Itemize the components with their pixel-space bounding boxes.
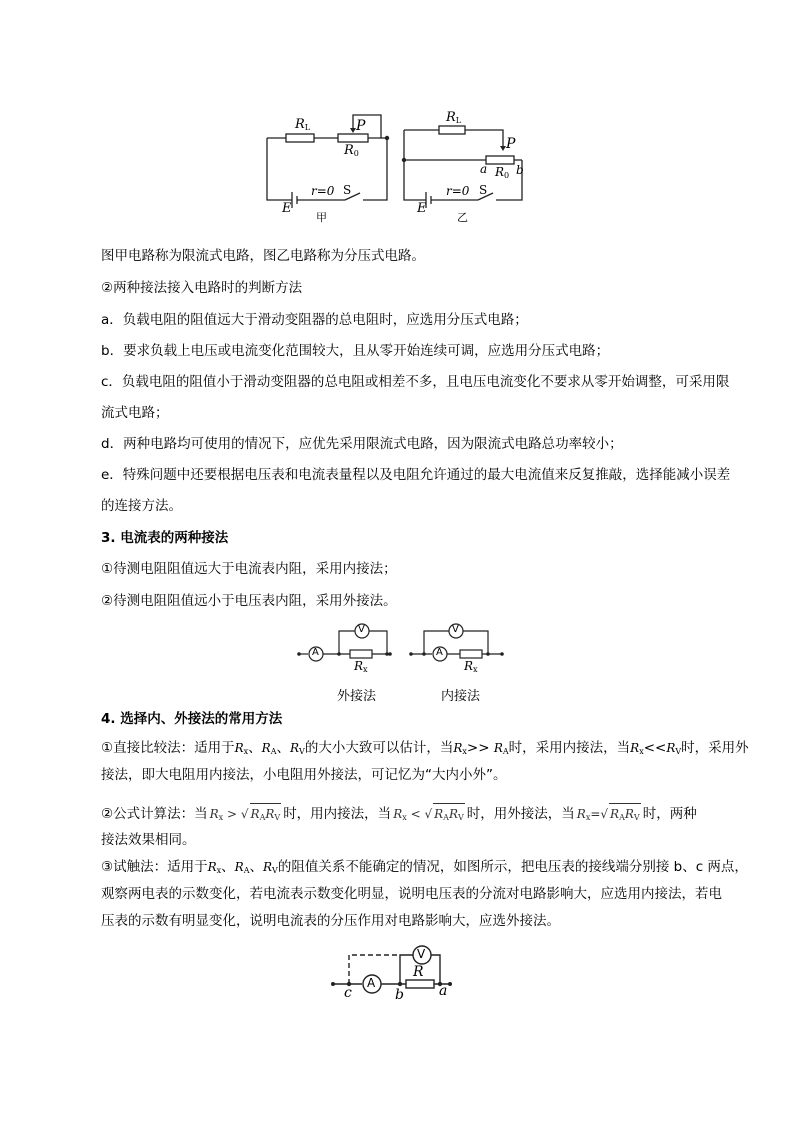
trial-method-line1: ③试触法：适用于$R_x$、$R_A$、$R_V$的阻值关系不能确定的情况，如图所示，把电压表的接线端分别接 b、c 两点， <box>101 859 748 875</box>
direct-comparison-line2: 接法，即大电阻用内接法，小电阻用外接法，可记忆为“大内小外”。 <box>101 767 507 783</box>
label-b: b <box>395 987 404 1003</box>
formula-method-line2: 接法效果相同。 <box>101 832 196 848</box>
caption-jia: 甲 <box>316 211 327 224</box>
label-e-left: E <box>282 201 292 216</box>
ammeter-icon-right: A <box>436 647 443 658</box>
label-r-right: r=0 <box>446 184 470 198</box>
ammeter-connection-diagram <box>0 618 794 698</box>
caption-internal: 内接法 <box>441 689 481 704</box>
list-item-e-line1: e．特殊问题中还要根据电压表和电流表量程以及电阻允许通过的最大电流值来反复推敲，选择能减小误差 <box>101 467 731 483</box>
label-r-left: r=0 <box>311 184 335 198</box>
ammeter-icon-left: A <box>312 647 319 658</box>
list-item-b: b．要求负载上电压或电流变化范围较大，且从零开始连续可调，应选用分压式电路； <box>101 343 610 359</box>
voltmeter-icon-right: V <box>452 624 459 635</box>
caption-yi: 乙 <box>457 211 468 224</box>
formula-outer: $R_x$ < √ $R_AR_V$ <box>391 803 467 828</box>
label-rx-left: $R_x$ <box>354 659 368 674</box>
list-item-c-line2: 流式电路； <box>101 405 169 421</box>
label-rl-left: $R_L$ <box>295 117 311 132</box>
label-c: c <box>344 985 352 1001</box>
label-rx-right: $R_x$ <box>464 659 478 674</box>
label-b-right: b <box>516 163 524 177</box>
label-r0-right: $R_0$ <box>495 165 510 180</box>
label-r: R <box>413 964 424 980</box>
circuit-diagram-jia-yi <box>0 0 794 230</box>
list-item-d: d．两种电路均可使用的情况下，应优先采用限流式电路，因为限流式电路总功率较小； <box>101 436 623 452</box>
list-item-c-line1: c．负载电阻的阻值小于滑动变阻器的总电阻或相差不多，且电压电流变化不要求从零开始调整，可采用限 <box>101 374 730 390</box>
label-a: a <box>439 983 448 999</box>
trial-method-line3: 压表的示数有明显变化，说明电流表的分压作用对电路影响大，应选外接法。 <box>101 913 560 929</box>
label-rl-right: $R_L$ <box>446 110 462 125</box>
direct-comparison-line1: ①直接比较法：适用于$R_x$、$R_A$、$R_V$的大小大致可以估计，当$R_x>> R_A$时，采用内接法，当$R_x<<R_V$时，采用外 <box>101 740 749 756</box>
formula-method-line1: ②公式计算法：当 $R_x$ > √ $R_AR_V$ 时，用内接法，当 $R_x$ < √ $R_AR_V$ 时，用外接法，当 $R_x=√$ $R_AR_V$ 时，两种 <box>101 803 721 828</box>
label-s-right: S <box>479 183 488 197</box>
label-p-left: P <box>356 118 366 134</box>
label-e-right: E <box>417 201 427 216</box>
label-a-right: a <box>480 162 488 176</box>
section-4-heading: 4. 选择内、外接法的常用方法 <box>101 711 283 727</box>
voltmeter-icon: V <box>417 947 426 961</box>
trial-method-line2: 观察两电表的示数变化，若电流表示数变化明显，说明电压表的分流对电路影响大，应选用内接法，若电 <box>101 886 722 902</box>
section-3-heading: 3. 电流表的两种接法 <box>101 530 229 546</box>
list-item-e-line2: 的连接方法。 <box>101 498 182 514</box>
formula-inner: $R_x$ > √ $R_AR_V$ <box>208 803 284 828</box>
label-s-left: S <box>343 183 352 197</box>
list-item-a: a．负载电阻的阻值远大于滑动变阻器的总电阻时，应选用分压式电路； <box>101 312 528 328</box>
voltmeter-icon-left: V <box>358 624 365 635</box>
label-r0-left: $R_0$ <box>344 143 359 158</box>
formula-equal: $R_x=√$ $R_AR_V$ <box>575 803 643 828</box>
label-p-right: P <box>506 136 516 152</box>
paragraph-judgement-title: ②两种接法接入电路时的判断方法 <box>101 280 303 296</box>
paragraph-circuit-names: 图甲电路称为限流式电路，图乙电路称为分压式电路。 <box>101 248 425 264</box>
caption-external: 外接法 <box>337 689 377 704</box>
section-3-item2: ②待测电阻阻值远小于电压表内阻，采用外接法。 <box>101 593 397 609</box>
section-3-item1: ①待测电阻阻值远大于电流表内阻，采用内接法； <box>101 561 397 577</box>
ammeter-icon: A <box>367 976 376 990</box>
